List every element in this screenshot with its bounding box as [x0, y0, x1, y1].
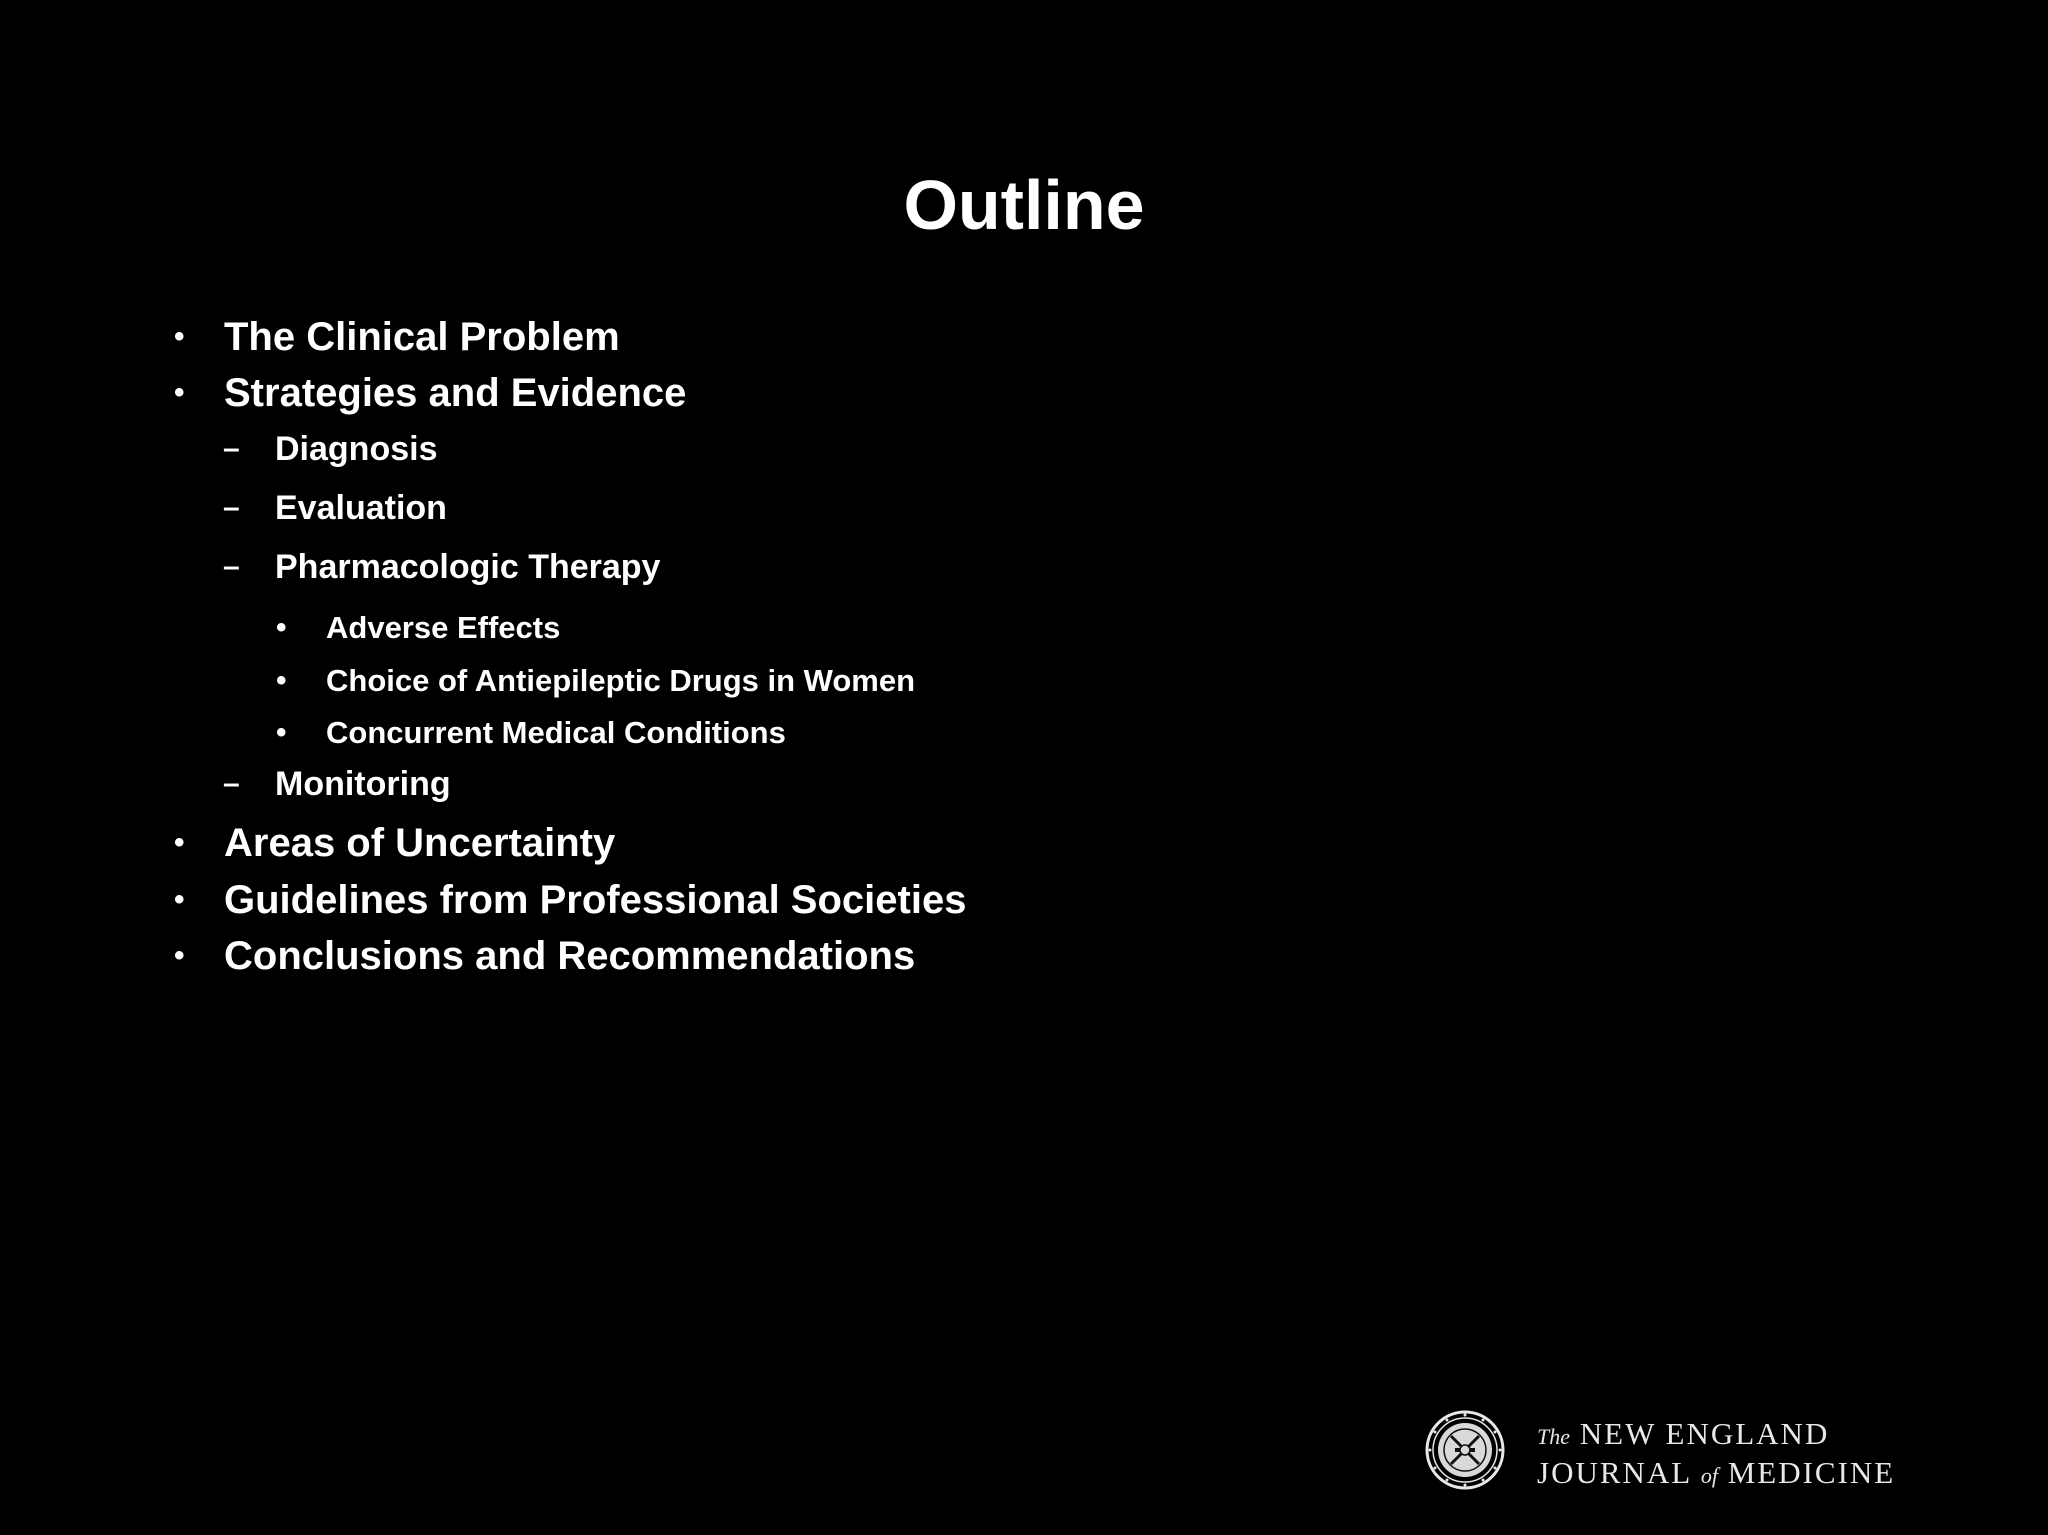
list-item-text: The Clinical Problem — [224, 315, 620, 359]
dash-marker: – — [223, 767, 240, 800]
nejm-wordmark — [1537, 1416, 1895, 1494]
bullet-marker: • — [276, 716, 287, 749]
list-item-text: Strategies and Evidence — [224, 371, 687, 415]
list-item-text: Adverse Effects — [326, 610, 561, 645]
list-item — [174, 368, 687, 418]
bullet-marker: • — [276, 611, 287, 644]
bullet-marker: • — [174, 320, 185, 353]
list-item — [276, 608, 561, 648]
logo-new-england: NEW ENGLAND — [1579, 1416, 1830, 1451]
logo-journal: JOURNAL — [1537, 1455, 1692, 1490]
nejm-logo — [1425, 1408, 1945, 1488]
list-item-text: Pharmacologic Therapy — [275, 548, 661, 586]
list-item — [174, 875, 967, 925]
list-item — [223, 486, 447, 530]
list-item-text: Monitoring — [275, 765, 451, 803]
list-item-text: Diagnosis — [275, 430, 438, 468]
dash-marker: – — [223, 550, 240, 583]
list-item-text: Choice of Antiepileptic Drugs in Women — [326, 663, 916, 698]
bullet-marker: • — [174, 376, 185, 409]
dash-marker: – — [223, 432, 240, 465]
list-item-text: Evaluation — [275, 489, 447, 527]
list-item — [276, 661, 916, 701]
bullet-marker: • — [276, 664, 287, 697]
list-item — [223, 427, 438, 471]
nejm-seal-icon — [1425, 1410, 1505, 1490]
slide-title: Outline — [903, 166, 1145, 244]
logo-of: of — [1700, 1463, 1718, 1488]
list-item — [174, 931, 916, 981]
list-item-text: Guidelines from Professional Societies — [224, 878, 967, 922]
list-item — [223, 545, 661, 589]
dash-marker: – — [223, 491, 240, 524]
list-item-text: Conclusions and Recommendations — [224, 934, 916, 978]
list-item — [174, 312, 620, 362]
logo-medicine: MEDICINE — [1727, 1455, 1896, 1490]
list-item — [174, 818, 616, 868]
bullet-marker: • — [174, 826, 185, 859]
logo-the: The — [1537, 1424, 1570, 1449]
bullet-marker: • — [174, 939, 185, 972]
list-item-text: Concurrent Medical Conditions — [326, 715, 786, 750]
list-item-text: Areas of Uncertainty — [224, 821, 616, 865]
list-item — [276, 713, 786, 753]
list-item — [223, 762, 451, 806]
bullet-marker: • — [174, 883, 185, 916]
